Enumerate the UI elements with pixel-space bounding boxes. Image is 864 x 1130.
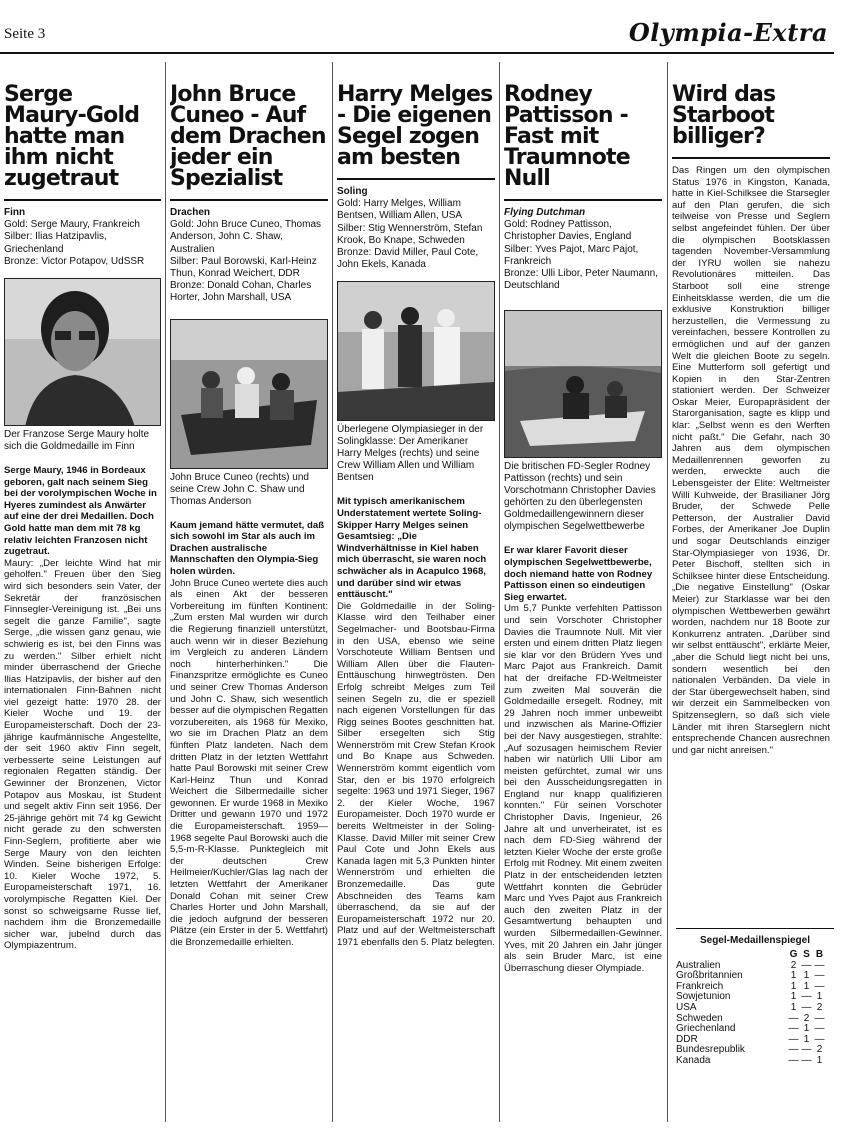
country-name: Großbritannien: [676, 970, 743, 982]
photo-serge-maury: [4, 278, 161, 426]
country-name: Bundesrepublik: [676, 1044, 745, 1056]
results-block: [504, 207, 662, 292]
silver-count: 1: [803, 980, 810, 992]
article-headline: Rodney Pattisson - Fast mit Traumnote Null: [504, 82, 630, 191]
silver-count: —: [801, 959, 812, 971]
country-name: Griechenland: [676, 1023, 736, 1035]
country-name: Sowjetunion: [676, 991, 731, 1003]
article-body: John Bruce Cuneo wertete dies auch als einen Akt der besseren Vorbereitung im fünften Kontinent: „Zum ersten Mal wurden wir durch die Regierung finanziell unterstützt, auch wenn wir in dieser Beziehung im Vergleich zu anderen Ländern noch hinterherhinken." Die Finanzspritze ermöglichte es Cuneo und seiner Crew Thomas Anderson und John C. Shaw, sich wesentlich besser auf die olympischen Regatten vorzubereiten, als 1968 für Mexiko, wo sie im Drachen Platz an dem fünften Platz landeten. Nach dem dritten Platz in der letzten Wettfahrt hatte Paul Borowski mit seiner Crew Karl-Heinz Thun und Konrad Weichert die Silbermedaille sicher gewonnen. Er wurde 1968 in Mexiko Dritter und gewann 1970 und 1972 die Europameisterschaft. 1959—1968 segelte Paul Borowski auch die 5,5-m-R-Klasse. Punktegleich mit der deutschen Crew Heilmeier/Kuchler/Glas lag nach der letzten Wettfahrt der Amerikaner Donald Cohan mit seiner Crew Charles Horter und John Marshall, die jedoch aufgrund der besseren Plätze (ein Erster in der 5. Wettfahrt) die Bronzemedaille erhielten.: [170, 577, 328, 948]
bronze-count: —: [814, 959, 825, 971]
results-block: [170, 207, 328, 305]
class-name: Flying Dutchman: [504, 207, 586, 218]
gold-count: 1: [790, 991, 797, 1003]
gold-count: —: [788, 1012, 799, 1024]
gold-result: Gold: Serge Maury, Frankreich: [4, 219, 140, 231]
header-bronze: B: [815, 949, 824, 960]
photo-caption: Der Franzose Serge Maury holte sich die Goldmedaille im Finn: [4, 429, 150, 453]
article-lead: Er war klarer Favorit dieser olympischen Segelwettbewerbe, doch niemand hatte von Rodney Pattisson einen so eindeutigen Sieg erwartet.: [504, 545, 653, 603]
gold-count: —: [788, 1033, 799, 1045]
article-headline: Serge Maury-Gold hatte man ihm nicht zugetraut: [4, 82, 140, 191]
gold-count: 2: [790, 959, 797, 971]
column-divider: [499, 62, 500, 1122]
bronze-result: Bronze: Victor Potapov, UdSSR: [4, 255, 145, 267]
silver-count: —: [801, 1044, 812, 1056]
article-body: Die Goldmedaille in der Soling-Klasse wird den Teilhaber einer Segelmacher- und Bootsbau-Firma in den USA, ebenso wie seine Vorschoteute William Bentsen und William Allen über die Flauten-Enttäuschung hinwegtrösten. Den Erfolg schreibt Melges zum Teil seinen Segeln zu, die er speziell nach eigenen Vorstellungen für das Rigg seines Bootes geschnitten hat. Silber ersegelten sich Stig Wennerström mit Crew Stefan Krook und Bo Knape aus Schweden. Wennerström kommt eigentlich vom Star, den er bis 1970 erfolgreich segelte: 1963 und 1971 Sieger, 1967 2. der Kieler Woche, 1967 Europameister. Doch 1970 wurde er bereits Weltmeister in der Soling-Klasse. David Miller mit seiner Crew Paul Cote und John Ekels aus Kanada lagen mit 5,3 Punkten hinter Wennerström und erhielten die Bronzemedaille. Das gute Abschneiden des Teams kam überraschend, da sie auf der Europameisterschaft 1972 nur 20. Platz und auf der Weltmeisterschaft 1971 ebenfalls den 5. Platz belegten.: [337, 600, 495, 948]
gold-count: 1: [790, 1001, 797, 1013]
gold-count: —: [788, 1023, 799, 1035]
table-row: [676, 1003, 826, 1014]
silver-count: —: [801, 991, 812, 1003]
headline-rule: [672, 157, 830, 159]
column-divider: [165, 62, 166, 1122]
photo-caption: Überlegene Olympiasieger in der Solingklasse: Der Amerikaner Harry Melges (rechts) und seine Crew William Allen und William Bentsen: [337, 424, 484, 484]
bronze-count: —: [814, 980, 825, 992]
silver-result: Silber: Paul Borowski, Karl-Heinz Thun, Konrad Weichert, DDR: [170, 255, 317, 280]
article-body: Um 5,7 Punkte verfehlten Pattisson und sein Vorschoter Christopher Davies die Traumnote Null. Mit vier ersten und einem dritten Platz liegen sie klar vor den Brüdern Yves und Marc Pajot aus Frankreich. Damit hat der dreifache FD-Weltmeister zum zweiten Mal souverän die Goldmedaille ersegelt. Rodney, mit 29 Jahren noch immer unbeweibt und inzwischen als Marine-Offizier bei der Navy ausgestiegen, strahlte: „Auf sozusagen heimischem Revier haben wir natürlich Ulli Libor am meisten gefürchtet, zumal wir uns bei den Ausscheidungsregatten in England nur knapp qualifizieren konnten." Für seinen Vorschoter Christopher Davis, Ingenieur, 26 Jahre alt und unverheiratet, ist es nach dem FD-Sieg während der letzten Kieler Woche der erste große Erfolg mit Rodney. Mit einem zweiten Platz in der entscheidenden letzten Wettfahrt konnten die Gebrüder Marc und Yves Pajot aus Frankreich auch den zweiten Platz in der Gesamtwertung behaupten und wurden Silbermedaillen-Gewinner. Yves, mit 20 Jahren ein Jahr jünger als sein Bruder Marc, ist eine Überraschung dieser Olympiade.: [504, 603, 662, 974]
country-name: Frankreich: [676, 980, 724, 992]
article-flying-dutchman: [504, 62, 662, 1122]
gold-count: —: [788, 1054, 799, 1066]
bronze-count: —: [814, 1023, 825, 1035]
silver-result: Silber: Yves Pajot, Marc Pajot, Frankreich: [504, 243, 639, 267]
silver-count: 2: [803, 1012, 810, 1024]
header-gold: G: [789, 949, 798, 960]
bronze-result: Bronze: Ulli Libor, Peter Naumann, Deutschland: [504, 268, 658, 292]
bronze-count: 1: [816, 1054, 823, 1066]
headline-rule: [170, 199, 328, 201]
article-soling: [337, 62, 495, 1122]
country-name: USA: [676, 1001, 697, 1013]
gold-result: Gold: Harry Melges, William Bentsen, William Allen, USA: [337, 198, 463, 222]
silver-count: 1: [803, 970, 810, 982]
country-name: DDR: [676, 1033, 698, 1045]
silver-count: —: [801, 1001, 812, 1013]
silver-count: 1: [803, 1033, 810, 1045]
silver-count: —: [801, 1054, 812, 1066]
headline-rule: [337, 178, 495, 180]
article-headline: John Bruce Cuneo - Auf dem Drachen jeder ein Spezialist: [170, 82, 326, 191]
results-block: [4, 207, 161, 268]
country-name: Australien: [676, 959, 721, 971]
gold-count: 1: [790, 980, 797, 992]
photo-cuneo-crew: [170, 319, 328, 469]
class-name: Finn: [4, 207, 26, 218]
gold-result: Gold: John Bruce Cuneo, Thomas Anderson, John C. Shaw, Australien: [170, 219, 322, 255]
article-body: Maury: „Der leichte Wind hat mir geholfen." Freuen über den Sieg wird sich besonders sein Vater, der Sekretär der französischen Finnsegler-Vereinigung ist. „Bei uns segelt die ganze Familie", sagte Serge, „die wissen ganz genau, wie schwierig es ist, bei den Finns was zu werden." Silber erhielt nicht minder überraschend der Grieche Ilias Hatzipavlis, der bisher auf den internationalen Finn-Bahnen nicht viel gezeigt hatte: 1970 28. der Kieler Woche und 19. der Europameisterschaft. Doch der 23-jährige kaufmännische Angestellte, der seit 1960 aktiv Finn segelt, verbesserte seine Leistungen auf regionalen Regatten ständig. Der Gewinner der Bronzenen, Victor Potapov aus Moskau, ist Student und segelt aktiv Finn seit 1956. Der 25-jährige gehört mit 74 kg Gewicht nicht gerade zu den schwersten Finn-Seglern, profitierte aber wie Serge Maury von den leichten Winden. Seine bisherigen Erfolge: 10. Kieler Woche 1972, 5. Europameisterschaft 1971, 16. vorolympische Regatten Kiel. Der sonst so schweigsame Russe lief, nachdem ihm die Bronzemedaille sicher war, jubelnd durch das Olympiazentrum.: [4, 557, 161, 952]
article-lead: Serge Maury, 1946 in Bordeaux geboren, galt nach seinem Sieg bei der vorolympischen Woche in Hyeres zumindest als Anwärter auf eine der drei Medaillen. Doch Gold hatte man dem mit 78 kg relativ leichten Franzosen nicht zugetraut.: [4, 465, 157, 558]
country-name: Schweden: [676, 1012, 723, 1024]
silver-count: 1: [803, 1023, 810, 1035]
medal-table: [676, 928, 834, 1067]
class-name: Drachen: [170, 207, 211, 218]
class-name: Soling: [337, 186, 368, 197]
page-number: Seite 3: [4, 26, 46, 42]
bronze-count: 1: [816, 991, 823, 1003]
bronze-count: —: [814, 1012, 825, 1024]
article-drachen: [170, 62, 328, 1122]
column-divider: [667, 62, 668, 1122]
bronze-count: 2: [816, 1044, 823, 1056]
gold-result: Gold: Rodney Pattisson, Christopher Davies, England: [504, 219, 632, 243]
article-finn: [4, 62, 161, 1122]
article-lead: Kaum jemand hätte vermutet, daß sich sowohl im Star als auch im Drachen australische Mannschaften den Olympia-Sieg holen würden.: [170, 519, 325, 577]
header-silver: S: [803, 949, 810, 960]
country-name: Kanada: [676, 1054, 711, 1066]
gold-count: —: [788, 1044, 799, 1056]
article-body: Das Ringen um den olympischen Status 1976 in Kingston, Kanada, hatte in Kiel-Schilksee die Starsegler auf den Plan gerufen, die sich teilweise von Presse und Seglern selbst angefeindet fühlen. Der über die olympischen Bootsklassen tagenden November-Versammlung der IYRU wollen sie nahezu Revolutionäres mitteilen. Das Starboot soll eine strenge Einheitsklasse werden, die um die exklusive Konstruktion billiger herzustellen, die Vermessung zu vereinfachen, bessere Kontrollen zu ermöglichen und auf der ganzen Welt die gleichen Boote zu segeln. Eine Mutterform soll gefertigt und Kopien in den Star-Zentren stationiert werden. Der Schweizer Oskar Meier, Europapräsident der Starorganisation, sagte es klipp und klar: „Selbst wenn es den Werften nicht paßt." Die Gefahr, nach 30 Jahren aus dem olympischen Medaillenrennen geworfen zu werden, erweckte auch die Lebensgeister der Elite: Weltmeister Willi Kuhweide, der Brasilianer Jörg Bruder, der Schwede Pelle Petterson, der Australier David Forbes, der Amerikaner Joe Duplin und sogar Deutschlands einziger Star-Olympiasieger von 1936, Dr. Peter Bischoff, stellten sich in Schilksee hinter diese Entscheidung. „Die negative Einstellung" (Oskar Meier) zur Starklasse war bei den olympischen Wettbewerben gewährt worden, nachdem nur 18 Boote zur Konkurrenz antraten. „Darüber sind wir selbst enttäuscht", erklärte Meier, „aber die Schuld liegt nicht bei uns, sondern wesentlich bei den nationalen Verbänden. Da viele in der Star übergewechselt haben, sind wir derzeit ein Sammelbecken von Spitzenseglern, so daß sich viele Länder mit ihren Starseglern nicht entsprechende Chancen ausrechnen und gar nicht anreisen.": [672, 165, 830, 756]
photo-caption: John Bruce Cuneo (rechts) und seine Crew John C. Shaw und Thomas Anderson: [170, 471, 309, 507]
photo-pattisson-crew: [504, 310, 662, 458]
photo-caption: Die britischen FD-Segler Rodney Pattisson (rechts) und sein Vorschotmann Christopher Davies gehörten zu den überlegensten Goldmedaillengewinnern dieser olympischen Segelwettbewerbe: [504, 461, 656, 533]
results-block: [337, 186, 495, 271]
photo-melges-crew: [337, 281, 495, 421]
bronze-result: Bronze: Donald Cohan, Charles Horter, John Marshall, USA: [170, 280, 312, 304]
article-starboot: [672, 62, 830, 922]
medal-table-title: Segel-Medaillenspiegel: [699, 935, 811, 946]
article-headline: Harry Melges - Die eigenen Segel zogen am besten: [337, 82, 493, 170]
headline-rule: [504, 199, 662, 201]
masthead-title: Olympia-Extra: [628, 18, 828, 47]
gold-count: 1: [790, 970, 797, 982]
article-lead: Mit typisch amerikanischem Understatement wertete Soling-Skipper Harry Melges seinen Gesamtsieg: „Die Windverhältnisse in Kiel haben mich überrascht, sie waren noch schwächer als in Acapulco 1968, und darüber sind wir etwas enttäuscht.": [337, 496, 487, 601]
top-divider: [0, 52, 834, 54]
silver-result: Silber: Ilias Hatzipavlis, Griechenland: [4, 231, 107, 255]
table-row: [676, 1056, 826, 1067]
headline-rule: [4, 199, 161, 201]
column-divider: [332, 62, 333, 1122]
bronze-count: 2: [816, 1001, 823, 1013]
medal-table-grid: [676, 950, 826, 1067]
silver-result: Silber: Stig Wennerström, Stefan Krook, Bo Knape, Schweden: [337, 222, 483, 246]
bronze-count: —: [814, 970, 825, 982]
bronze-result: Bronze: David Miller, Paul Cote, John Ekels, Kanada: [337, 247, 479, 271]
article-headline: Wird das Starboot billiger?: [672, 82, 776, 149]
bronze-count: —: [814, 1033, 825, 1045]
